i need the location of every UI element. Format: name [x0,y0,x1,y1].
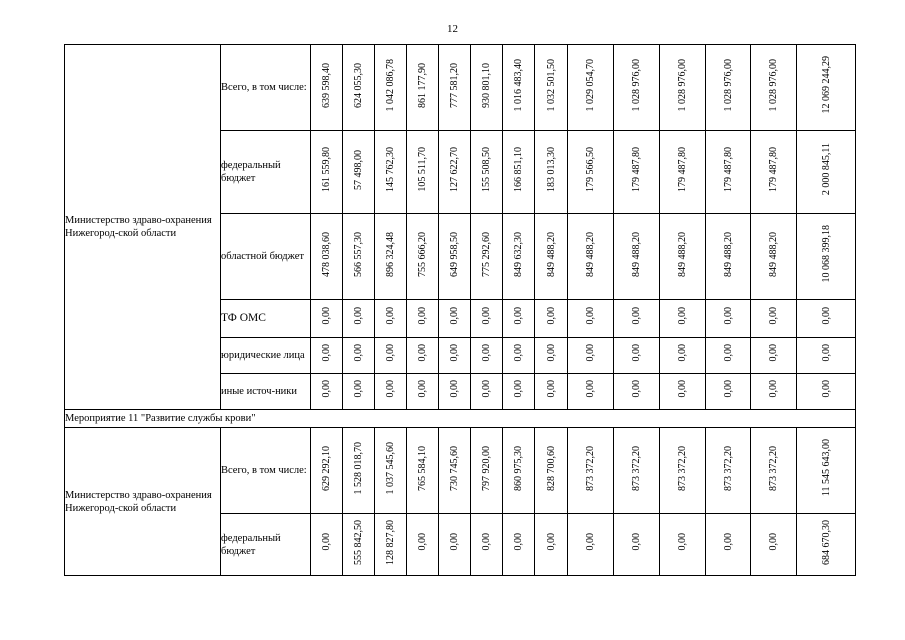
value-text: 861 177,90 [417,62,428,108]
value-cell [439,338,471,374]
value-cell [503,131,535,214]
value-cell [614,338,660,374]
value-text: 775 292,60 [481,231,492,277]
value-cell [568,514,614,576]
value-cell [614,428,660,514]
value-cell [751,131,797,214]
value-text: 0,00 [321,533,332,551]
value-cell [375,300,407,338]
value-text: 896 324,48 [385,231,396,277]
value-text: 0,00 [820,307,832,325]
value-text: 0,00 [722,533,734,551]
value-cell [503,338,535,374]
value-text: 155 508,50 [481,147,492,192]
value-text: 0,00 [768,533,779,551]
value-text: 0,00 [353,344,364,362]
funding-source-cell: Всего, в том числе: [221,45,311,131]
value-text: 0,00 [545,344,557,362]
value-cell [407,45,439,131]
value-cell [311,374,343,410]
value-text: 179 487,80 [722,147,734,192]
value-text: 873 372,20 [677,445,688,491]
value-text: 0,00 [481,533,492,551]
value-text: 0,00 [585,380,596,398]
value-cell [471,428,503,514]
value-cell [439,374,471,410]
value-cell [568,45,614,131]
value-cell [706,338,751,374]
value-text: 0,00 [449,307,460,325]
value-cell [614,45,660,131]
value-text: 849 488,20 [585,231,596,277]
value-text: 179 566,50 [585,147,596,192]
value-cell [706,214,751,300]
value-text: 0,00 [820,380,832,398]
value-text: 0,00 [513,380,524,398]
value-text: 0,00 [722,344,734,362]
value-text: 0,00 [545,307,557,325]
value-text: 0,00 [722,380,734,398]
value-cell [343,214,375,300]
value-cell [797,514,856,576]
value-text: 0,00 [677,307,688,325]
value-cell [311,300,343,338]
value-cell [660,428,706,514]
value-cell [407,131,439,214]
value-text: 105 511,70 [417,147,428,192]
value-text: 873 372,20 [722,445,734,491]
value-cell [311,428,343,514]
funding-source-cell: Всего, в том числе: [221,428,311,514]
value-text: 849 488,20 [545,231,557,277]
value-cell [375,428,407,514]
value-text: 478 038,60 [321,231,332,277]
value-cell [375,131,407,214]
value-text: 777 581,20 [449,62,460,108]
value-text: 0,00 [449,533,460,551]
value-cell [439,131,471,214]
value-text: 828 700,60 [545,445,557,491]
value-cell [706,514,751,576]
value-text: 755 666,20 [417,231,428,277]
value-text: 0,00 [677,380,688,398]
value-cell [660,338,706,374]
value-cell [343,300,375,338]
value-cell [706,374,751,410]
value-cell [343,338,375,374]
value-cell [311,214,343,300]
value-text: 624 055,30 [353,62,364,108]
value-cell [797,428,856,514]
value-text: 1 029 054,70 [585,58,596,112]
value-text: 0,00 [585,533,596,551]
value-text: 0,00 [631,380,642,398]
value-cell [614,514,660,576]
value-cell [751,374,797,410]
value-cell [751,514,797,576]
value-cell [311,514,343,576]
value-cell [375,514,407,576]
value-text: 166 851,10 [513,147,524,192]
value-text: 12 069 244,29 [820,56,832,114]
value-text: 0,00 [513,533,524,551]
page-number: 12 [447,23,458,35]
value-text: 0,00 [545,380,557,398]
value-cell [614,374,660,410]
value-cell [343,374,375,410]
value-cell [471,45,503,131]
funding-source-cell: федеральный бюджет [221,131,311,214]
value-text: 629 292,10 [321,445,332,491]
value-cell [503,374,535,410]
value-text: 0,00 [353,380,364,398]
value-text: 0,00 [631,533,642,551]
value-cell [503,428,535,514]
value-cell [407,428,439,514]
value-text: 649 958,50 [449,231,460,277]
value-text: 0,00 [631,344,642,362]
value-cell [535,338,568,374]
value-text: 0,00 [631,307,642,325]
value-cell [407,514,439,576]
value-cell [797,338,856,374]
value-cell [503,45,535,131]
value-text: 873 372,20 [585,445,596,491]
value-cell [568,214,614,300]
value-text: 145 762,30 [385,147,396,192]
value-cell [568,374,614,410]
value-text: 179 487,80 [768,147,779,192]
value-cell [706,45,751,131]
value-text: 0,00 [321,380,332,398]
financing-table [64,44,856,576]
table-row [65,428,856,514]
value-text: 0,00 [385,380,396,398]
value-cell [535,514,568,576]
value-text: 57 498,00 [353,149,364,190]
value-cell [706,300,751,338]
value-text: 128 827,80 [385,519,396,565]
value-cell [311,338,343,374]
value-text: 0,00 [417,380,428,398]
value-text: 0,00 [820,344,832,362]
value-cell [407,338,439,374]
value-text: 849 488,20 [768,231,779,277]
value-text: 1 028 976,00 [768,58,779,112]
value-cell [535,214,568,300]
value-text: 0,00 [585,344,596,362]
value-cell [471,214,503,300]
value-text: 555 842,50 [353,519,364,565]
value-text: 179 487,80 [631,147,642,192]
funding-source-cell: ТФ ОМС [221,300,311,338]
value-cell [660,300,706,338]
value-text: 0,00 [385,307,396,325]
organization-cell: Министерство здраво-охранения Нижегород-ской области [65,428,221,576]
value-cell [751,338,797,374]
value-cell [407,300,439,338]
value-text: 0,00 [321,307,332,325]
value-text: 639 598,40 [321,62,332,108]
value-cell [471,131,503,214]
value-cell [311,45,343,131]
table-row [65,45,856,131]
value-cell [407,374,439,410]
value-text: 179 487,80 [677,147,688,192]
value-cell [439,428,471,514]
value-cell [503,300,535,338]
value-cell [375,338,407,374]
value-text: 0,00 [722,307,734,325]
value-text: 0,00 [768,380,779,398]
value-cell [503,214,535,300]
value-cell [797,214,856,300]
value-text: 0,00 [417,307,428,325]
value-cell [660,214,706,300]
value-text: 0,00 [545,533,557,551]
value-cell [797,374,856,410]
value-cell [535,374,568,410]
value-text: 566 557,30 [353,231,364,277]
value-cell [343,45,375,131]
value-text: 0,00 [321,344,332,362]
value-cell [568,338,614,374]
value-cell [614,131,660,214]
value-text: 849 632,30 [513,231,524,277]
value-text: 1 028 976,00 [722,58,734,112]
value-text: 1 028 976,00 [631,58,642,112]
value-cell [471,374,503,410]
value-cell [311,131,343,214]
value-text: 0,00 [677,533,688,551]
value-cell [797,300,856,338]
value-cell [535,428,568,514]
value-cell [797,45,856,131]
value-cell [751,214,797,300]
value-text: 0,00 [481,380,492,398]
value-cell [568,131,614,214]
funding-source-cell: областной бюджет [221,214,311,300]
value-text: 2 000 845,11 [820,143,832,196]
value-text: 0,00 [385,344,396,362]
value-text: 730 745,60 [449,445,460,491]
value-cell [375,214,407,300]
value-text: 1 037 545,60 [385,441,396,495]
value-text: 161 559,80 [321,147,332,192]
value-cell [471,338,503,374]
value-cell [614,300,660,338]
value-text: 797 920,00 [481,445,492,491]
value-cell [439,300,471,338]
value-text: 860 975,30 [513,445,524,491]
value-cell [568,428,614,514]
value-text: 849 488,20 [722,231,734,277]
value-cell [343,514,375,576]
value-text: 1 528 018,70 [353,441,364,495]
value-text: 849 488,20 [631,231,642,277]
value-text: 0,00 [481,344,492,362]
value-text: 0,00 [449,380,460,398]
value-text: 765 584,10 [417,445,428,491]
value-text: 0,00 [768,307,779,325]
value-cell [535,131,568,214]
value-cell [439,214,471,300]
funding-source-cell: федеральный бюджет [221,514,311,576]
value-cell [343,131,375,214]
value-text: 0,00 [417,344,428,362]
value-text: 0,00 [585,307,596,325]
value-text: 11 545 643,00 [820,439,832,497]
value-cell [568,300,614,338]
value-text: 930 801,10 [481,62,492,108]
section-title: Мероприятие 11 "Развитие службы крови" [65,410,856,428]
value-cell [660,131,706,214]
value-text: 0,00 [768,344,779,362]
funding-source-cell: юридические лица [221,338,311,374]
funding-source-cell: иные источ-ники [221,374,311,410]
value-text: 0,00 [481,307,492,325]
value-cell [471,514,503,576]
value-cell [751,300,797,338]
value-text: 873 372,20 [768,445,779,491]
value-cell [503,514,535,576]
value-text: 1 028 976,00 [677,58,688,112]
value-cell [660,45,706,131]
value-text: 1 016 483,40 [513,58,524,112]
value-text: 0,00 [513,344,524,362]
value-cell [375,374,407,410]
value-cell [660,374,706,410]
value-cell [660,514,706,576]
value-text: 183 013,30 [545,147,557,192]
value-cell [407,214,439,300]
value-cell [797,131,856,214]
section-row [65,410,856,428]
value-cell [751,45,797,131]
value-text: 10 068 399,18 [820,225,832,283]
value-text: 0,00 [353,307,364,325]
value-cell [535,45,568,131]
value-text: 0,00 [449,344,460,362]
value-cell [471,300,503,338]
value-cell [706,428,751,514]
value-text: 0,00 [513,307,524,325]
value-cell [439,45,471,131]
value-cell [535,300,568,338]
value-text: 0,00 [417,533,428,551]
value-cell [375,45,407,131]
value-cell [439,514,471,576]
value-cell [343,428,375,514]
value-text: 684 670,30 [820,519,832,565]
value-text: 127 622,70 [449,147,460,192]
value-text: 873 372,20 [631,445,642,491]
value-text: 1 032 501,50 [545,58,557,112]
value-text: 1 042 086,78 [385,58,396,112]
organization-cell: Министерство здраво-охранения Нижегород-ской области [65,45,221,410]
value-cell [751,428,797,514]
value-cell [706,131,751,214]
value-text: 0,00 [677,344,688,362]
value-text: 849 488,20 [677,231,688,277]
value-cell [614,214,660,300]
